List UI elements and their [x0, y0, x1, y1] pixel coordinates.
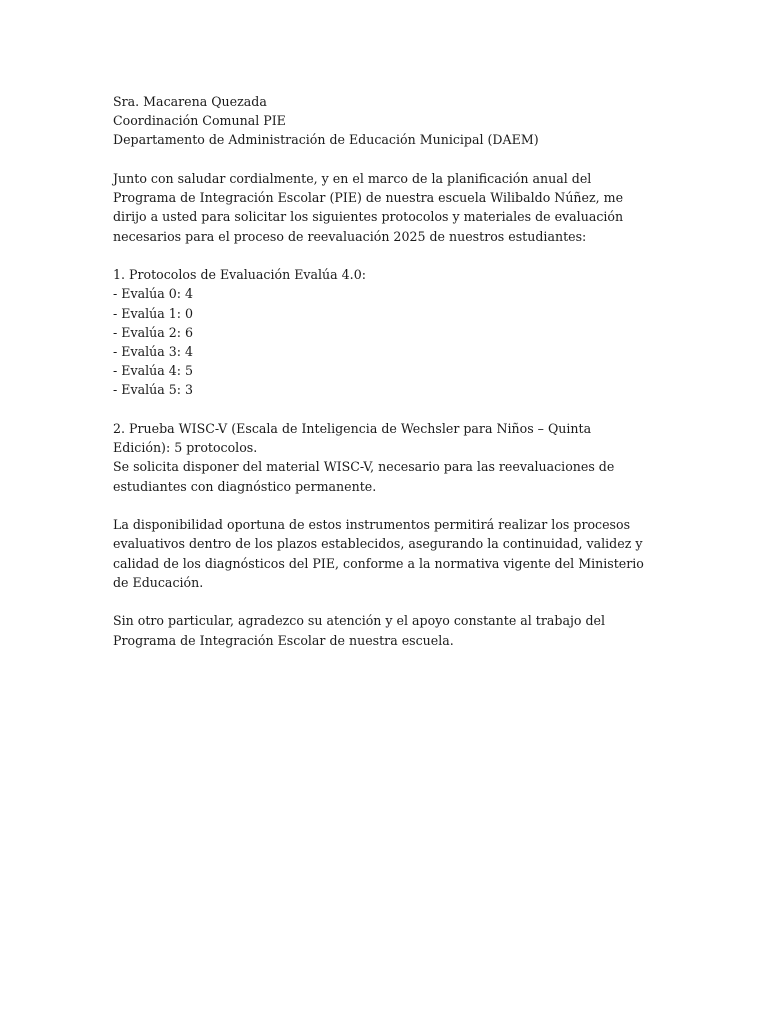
list-item: - Evalúa 0: 4: [113, 286, 193, 302]
availability-paragraph: La disponibilidad oportuna de estos instrumentos permitirá realizar los procesos evaluativos dentro de los plazos establecidos, asegurando la continuidad, validez y calidad de los diagnósticos del PIE, conforme a la normativa vigente del Ministerio de Educación.: [113, 517, 644, 590]
intro-paragraph: Junto con saludar cordialmente, y en el marco de la planificación anual del Programa de Integración Escolar (PIE) de nuestra escuela Wilibaldo Núñez, me dirijo a usted para solicitar los siguientes protocolos y materiales de evaluación necesarios para el proceso de reevaluación 2025 de nuestros estudiantes:: [113, 171, 624, 244]
list-item: - Evalúa 1: 0: [113, 305, 193, 321]
list-item: - Evalúa 4: 5: [113, 363, 193, 379]
recipient-block: [113, 92, 648, 150]
list-item: - Evalúa 3: 4: [113, 344, 193, 360]
recipient-department: Departamento de Administración de Educación Municipal (DAEM): [113, 132, 539, 148]
section-evalua-heading: 1. Protocolos de Evaluación Evalúa 4.0:: [113, 267, 366, 283]
closing-paragraph: Sin otro particular, agradezco su atención y el apoyo constante al trabajo del Programa de Integración Escolar de nuestra escuela.: [113, 613, 606, 648]
list-item: - Evalúa 5: 3: [113, 382, 193, 398]
section-wisc-heading: 2. Prueba WISC-V (Escala de Inteligencia de Wechsler para Niños – Quinta Edición): 5 protocolos.: [113, 421, 592, 456]
recipient-role: Coordinación Comunal PIE: [113, 113, 286, 129]
section-wisc: [113, 419, 648, 496]
section-wisc-note: Se solicita disponer del material WISC-V, necesario para las reevaluaciones de estudiantes con diagnóstico permanente.: [113, 459, 615, 494]
list-item: - Evalúa 2: 6: [113, 324, 193, 340]
recipient-name: Sra. Macarena Quezada: [113, 94, 267, 109]
letter-body: [113, 92, 648, 650]
section-evalua: [113, 265, 648, 399]
